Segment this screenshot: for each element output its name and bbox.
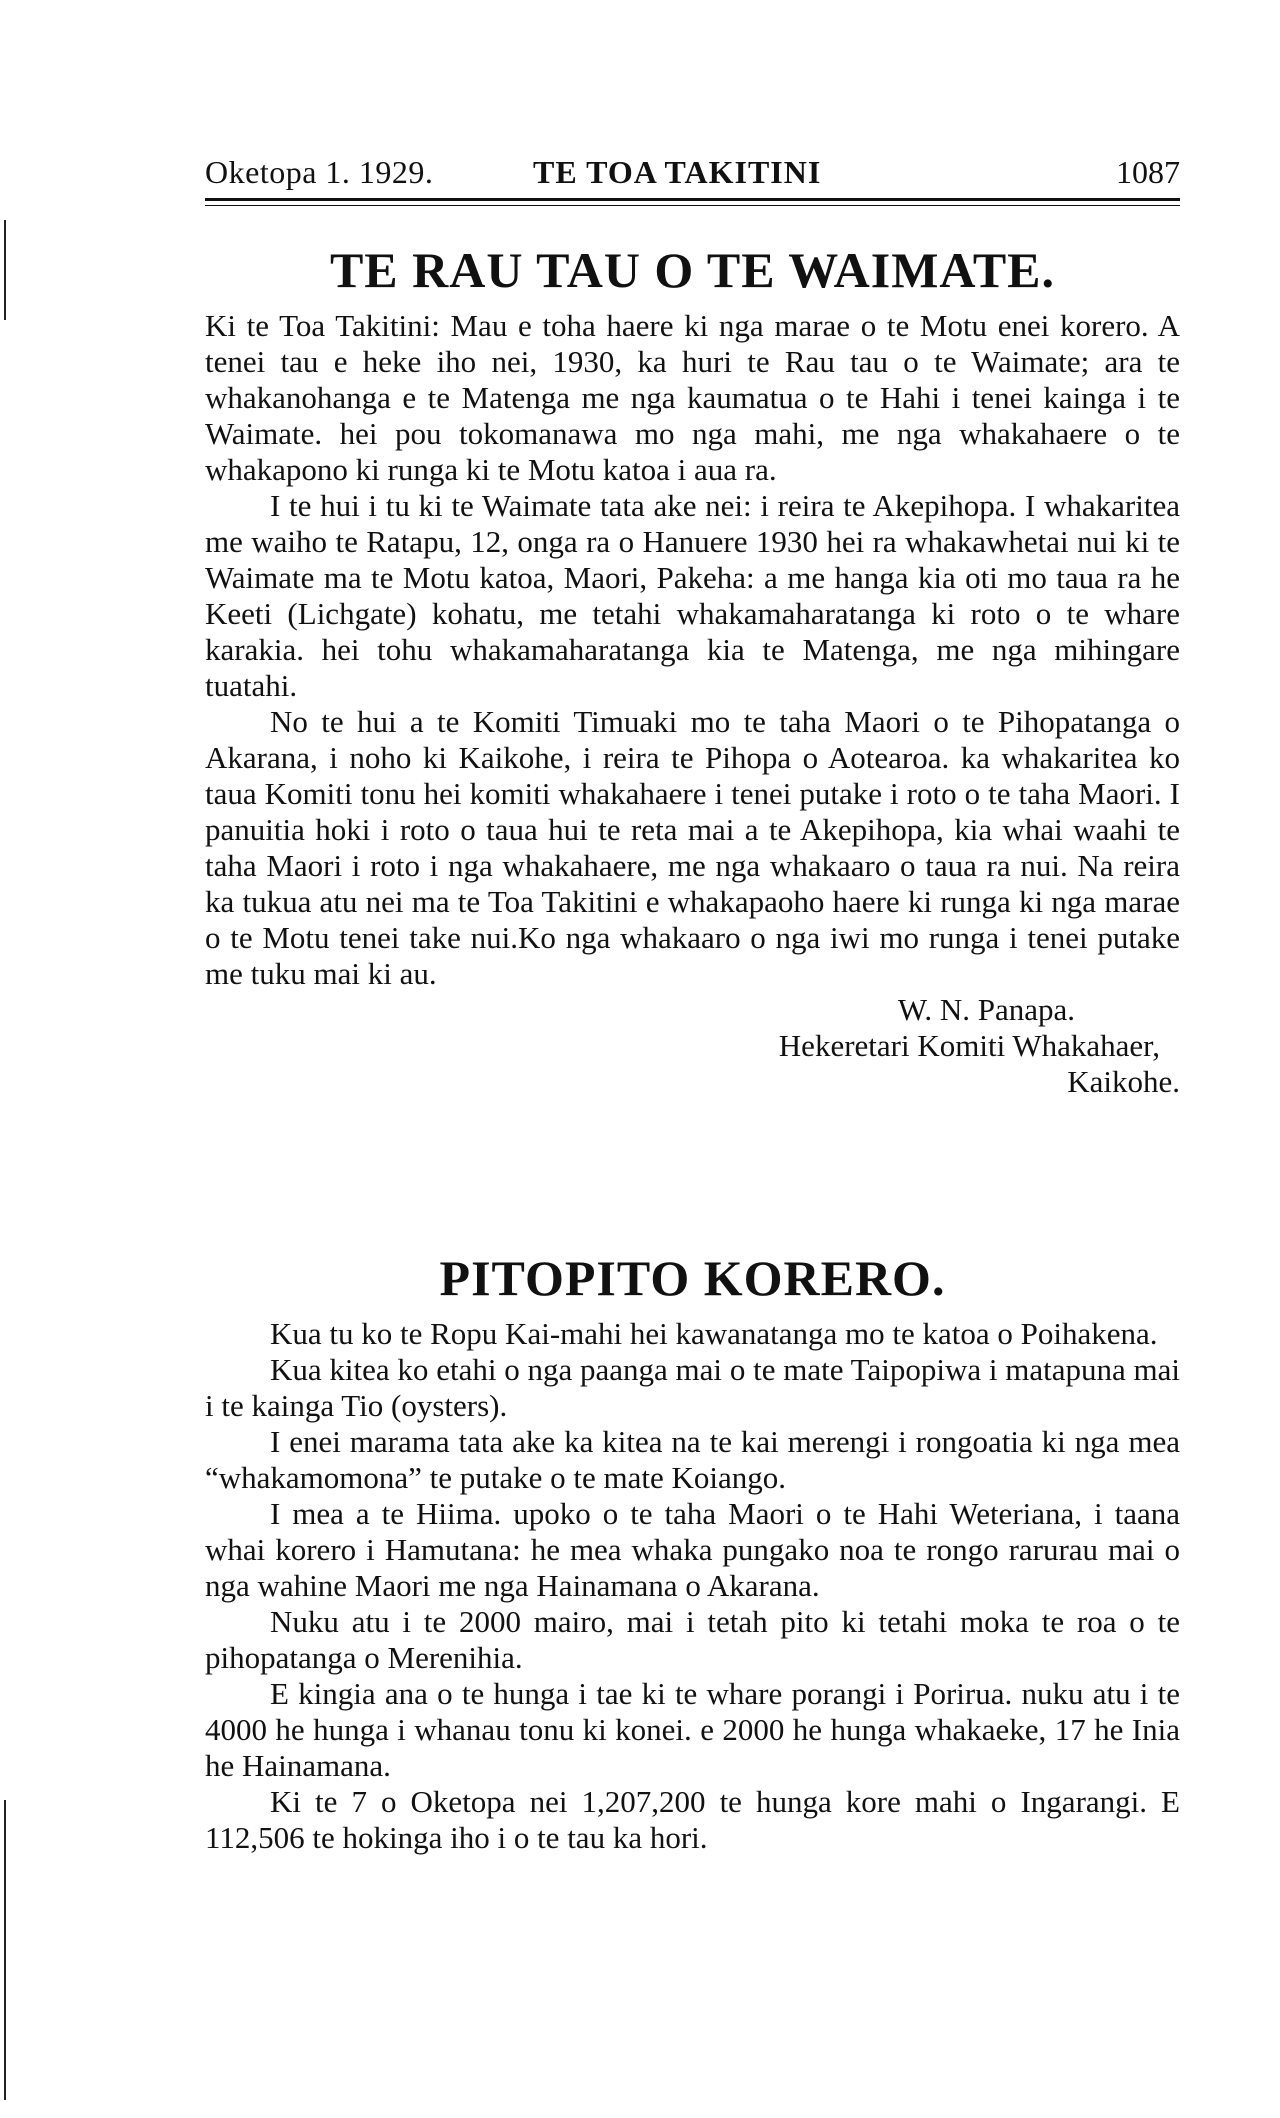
- header-date: Oketopa 1. 1929.: [205, 154, 434, 190]
- article-title: PITOPITO KORERO.: [439, 1250, 946, 1306]
- scan-margin-mark: [4, 220, 6, 320]
- signature-name: W. N. Panapa.: [897, 992, 1075, 1027]
- header-page-number: 1087: [1116, 154, 1180, 190]
- news-item: Nuku atu i te 2000 mairo, mai i tetah pito ki tetahi moka te roa o te pihopatanga o Merenihia.: [205, 1604, 1180, 1675]
- article-pitopito-korero: [205, 1248, 1180, 1856]
- news-item: Kua tu ko te Ropu Kai-mahi hei kawanatanga mo te katoa o Poihakena.: [270, 1316, 1158, 1351]
- news-item: I mea a te Hiima. upoko o te taha Maori o te Hahi Weteriana, i taana whai korero i Hamutana: he mea whaka pungako noa te rongo rarurau mai o nga wahine Maori me nga Hainamana o Akarana.: [205, 1496, 1180, 1603]
- news-item: Ki te 7 o Oketopa nei 1,207,200 te hunga kore mahi o Ingarangi. E 112,506 te hokinga iho i o te tau ka hori.: [205, 1784, 1180, 1855]
- article-paragraph: I te hui i tu ki te Waimate tata ake nei: i reira te Akepihopa. I whakaritea me waiho te Ratapu, 12, onga ra o Hanuere 1930 hei ra whakawhetai nui ki te Waimate ma te Motu katoa, Maori, Pakeha: a me hanga kia oti mo taua ra he Keeti (Lichgate) kohatu, me tetahi whakamaharatanga ki roto o te whare karakia. hei tohu whakamaharatanga kia te Matenga, me nga mihingare tuatahi.: [205, 488, 1180, 703]
- scan-margin-mark: [4, 1800, 6, 2100]
- signature-place: Kaikohe.: [1067, 1064, 1180, 1099]
- signature-role: Hekeretari Komiti Whakahaer,: [778, 1028, 1160, 1063]
- article-paragraph: Ki te Toa Takitini: Mau e toha haere ki nga marae o te Motu enei korero. A tenei tau e heke iho nei, 1930, ka huri te Rau tau o te Waimate; ara te whakanohanga e te Matenga me nga kaumatua o te Hahi i tenei kainga i te Waimate. hei pou tokomanawa mo nga mahi, me nga whakahaere o te whakapono ki runga ki te Motu katoa i aua ra.: [205, 308, 1180, 487]
- news-item: Kua kitea ko etahi o nga paanga mai o te mate Taipopiwa i matapuna mai i te kainga Tio (oysters).: [205, 1352, 1180, 1423]
- news-item: I enei marama tata ake ka kitea na te kai merengi i rongoatia ki nga mea “whakamomona” te putake o te mate Koiango.: [205, 1424, 1180, 1495]
- article-title: TE RAU TAU O TE WAIMATE.: [329, 242, 1056, 298]
- news-item: E kingia ana o te hunga i tae ki te whare porangi i Porirua. nuku atu i te 4000 he hunga i whanau tonu ki konei. e 2000 he hunga whakaeke, 17 he Inia he Hainamana.: [205, 1676, 1180, 1783]
- running-header: [205, 152, 1180, 192]
- header-rule-thick: [205, 198, 1180, 201]
- header-rule-thin: [205, 205, 1180, 206]
- header-publication-title: TE TOA TAKITINI: [533, 154, 822, 190]
- article-paragraph: No te hui a te Komiti Timuaki mo te taha Maori o te Pihopatanga o Akarana, i noho ki Kaikohe, i reira te Pihopa o Aotearoa. ka whakaritea ko taua Komiti tonu hei komiti whakahaere i tenei putake i roto o te taha Maori. I panuitia hoki i roto o taua hui te reta mai a te Akepihopa, kia whai waahi te taha Maori i roto i nga whakahaere, me nga whakaaro o taua ra nui. Na reira ka tukua atu nei ma te Toa Takitini e whakapaoho haere ki runga ki nga marae o te Motu tenei take nui.Ko nga whakaaro o nga iwi mo runga i tenei putake me tuku mai ki au.: [205, 704, 1180, 991]
- article-rau-tau: [205, 240, 1180, 1100]
